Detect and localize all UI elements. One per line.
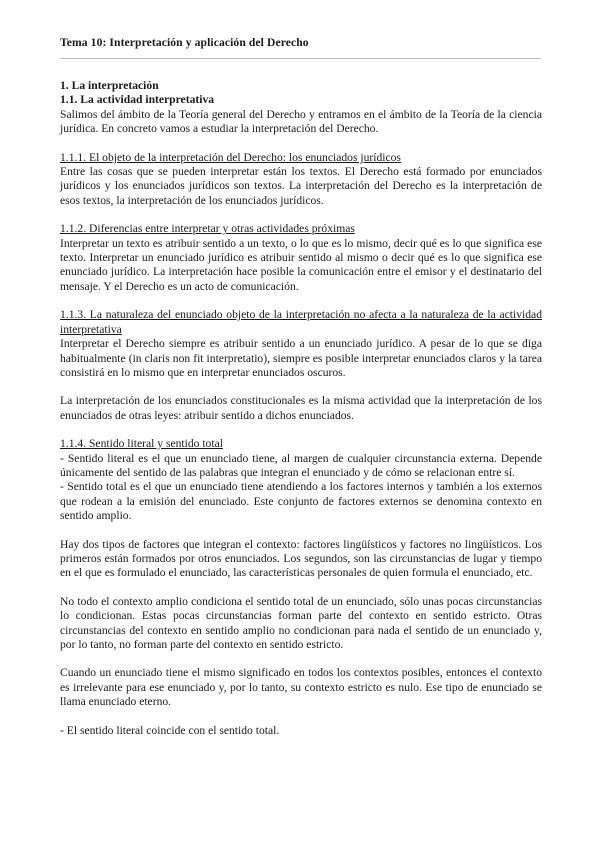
paragraph-1-1-3-a: Interpretar el Derecho siempre es atribuir sentido a un enunciado jurídico. A pesar de lo que se diga habitualmente (in claris non fit interpretatio), siempre es posible interpretar enunciados claros y la tarea consistirá en lo mismo que en interpretar enunciados oscuros. [60, 337, 542, 379]
bullet-sentido-total: - Sentido total es el que un enunciado tiene atendiendo a los factores internos y también a los externos que rodean a la emisión del enunciado. Este conjunto de factores externos se denomina contexto en sentido amplio. [60, 480, 542, 523]
bullet-sentido-literal: - Sentido literal es el que un enunciado tiene, al margen de cualquier circunstancia externa. Depende únicamente del sentido de las palabras que integran el enunciado y de cómo se relacionan entre sí. [60, 451, 542, 479]
subsection-title-1-1-1: 1.1.1. El objeto de la interpretación del Derecho: los enunciados jurídicos [60, 150, 401, 164]
document-body [60, 79, 542, 738]
paragraph-contexto-amplio: No todo el contexto amplio condiciona el sentido total de un enunciado, sólo unas pocas circunstancias lo condicionan. Estas pocas circunstancias forman parte del contexto en sentido estricto. Otras circunstancias del contexto en sentido amplio no condicionan para nada el sentido de un enunciado y, por lo tanto, no forman parte del contexto en sentido estricto. [60, 594, 542, 651]
paragraph-enunciado-eterno: Cuando un enunciado tiene el mismo significado en todos los contextos posibles, entonces el contexto es irrelevante para ese enunciado y, por lo tanto, su contexto estricto es nulo. Ese tipo de enunciado se llama enunciado eterno. [60, 666, 542, 709]
paragraph-1-1-3-b: La interpretación de los enunciados constitucionales es la misma actividad que la interpretación de los enunciados de otras leyes: atribuir sentido a dichos enunciados. [60, 394, 542, 422]
page-header-title: Tema 10: Interpretación y aplicación del Derecho [60, 36, 309, 49]
paragraph-1-1-2: Interpretar un texto es atribuir sentido a un texto, o lo que es lo mismo, decir qué es lo que significa ese texto. Interpretar un enunciado jurídico es atribuir sentido al mismo o decir qué es lo que significa ese enunciado jurídico. La interpretación hace posible la comunicación entre el emisor y el destinatario del mensaje. Y el Derecho es un acto de comunicación. [60, 236, 542, 293]
header-divider [60, 58, 541, 59]
section-heading-1: 1. La interpretación [60, 79, 159, 92]
bullet-sentido-coincide: - El sentido literal coincide con el sentido total. [60, 723, 280, 737]
paragraph-1-1-1: Entre las cosas que se pueden interpretar están los textos. El Derecho está formado por enunciados jurídicos y los enunciados jurídicos son textos. La interpretación del Derecho es la interpretación de esos textos, la interpretación de los enunciados jurídicos. [60, 165, 542, 207]
intro-paragraph: Salimos del ámbito de la Teoría general del Derecho y entramos en el ámbito de la Teoría de la ciencia jurídica. En concreto vamos a estudiar la interpretación del Derecho. [60, 107, 542, 136]
subsection-title-1-1-3: 1.1.3. La naturaleza del enunciado objeto de la interpretación no afecta a la naturaleza de la actividad interpretativa [60, 308, 542, 336]
subsection-title-1-1-4: 1.1.4. Sentido literal y sentido total [60, 437, 223, 451]
subsection-title-1-1-2: 1.1.2. Diferencias entre interpretar y otras actividades próximas [60, 222, 355, 236]
paragraph-factores: Hay dos tipos de factores que integran el contexto: factores lingüísticos y factores no lingüísticos. Los primeros están formados por otros enunciados. Los segundos, son las circunstancias de lugar y tiempo en el que es formulado el enunciado, las características personales de quien formula el enunciado, etc. [60, 537, 542, 580]
section-heading-1-1: 1.1. La actividad interpretativa [60, 93, 215, 107]
